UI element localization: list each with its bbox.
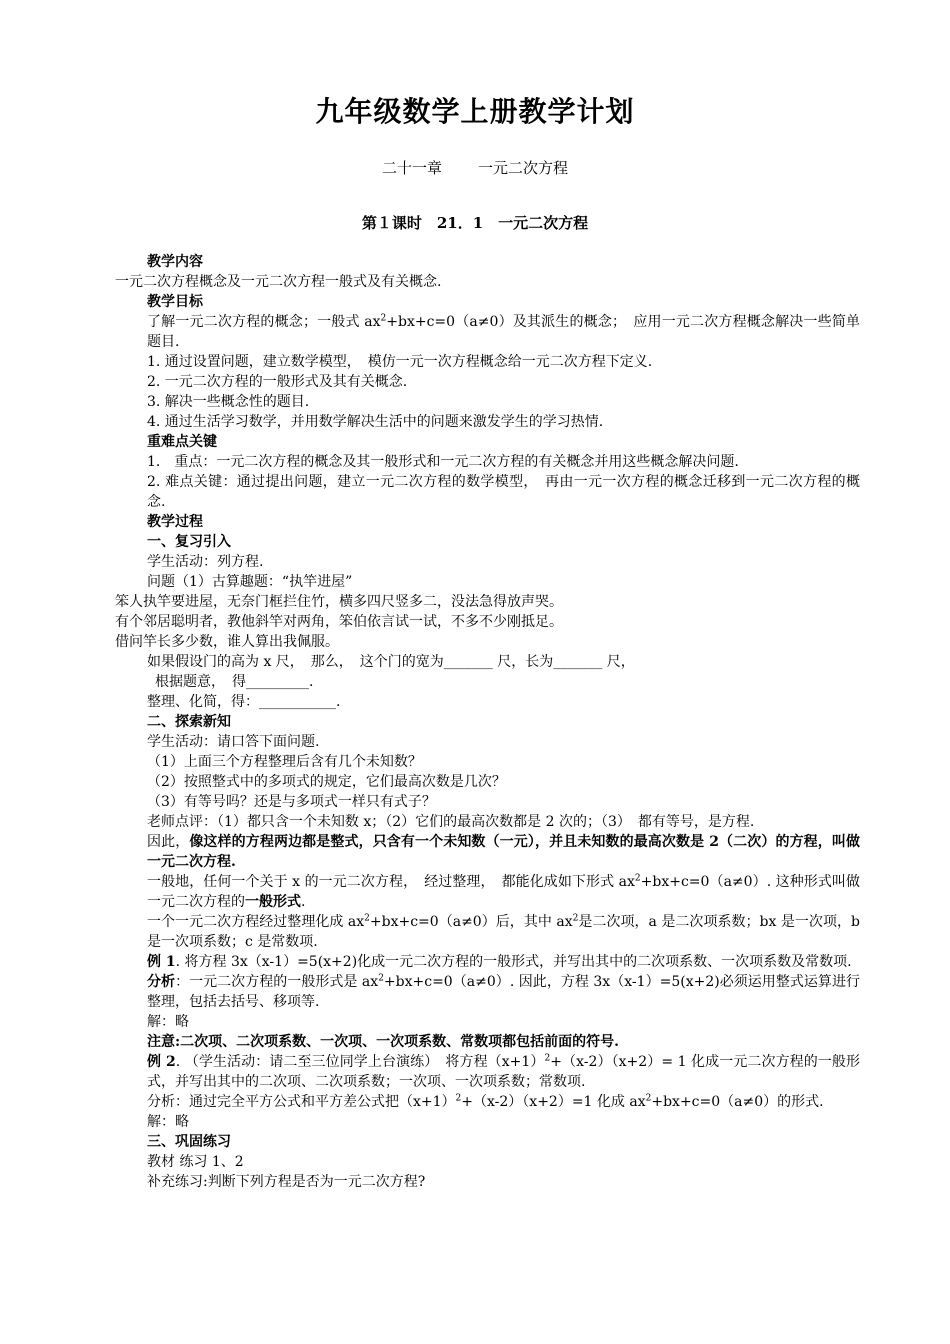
note: 注意:二次项、二次项系数、一次项、一次项系数、常数项都包括前面的符号.	[147, 1034, 620, 1050]
list-item: 1. 通过设置问题，建立数学模型， 模仿一元一次方程概念给一元二次方程下定义.	[147, 354, 653, 370]
list-item: （2）按照整式中的多项式的规定，它们最高次数是几次？	[147, 774, 506, 790]
solution-2: 解：略	[147, 1114, 189, 1130]
section-heading-key-points: 重难点关键	[147, 434, 217, 450]
subsection-heading-explore: 二、探索新知	[147, 714, 231, 730]
chapter-heading	[0, 157, 950, 178]
list-item: 3. 解决一些概念性的题目.	[147, 394, 310, 410]
document-body	[115, 252, 860, 1192]
paragraph: 根据题意， 得_________.	[155, 674, 314, 690]
example-2: 例 2. （学生活动：请二至三位同学上台演练） 将方程$(x+1)^2+(x-2)(x+2)= 1$ 化成一元二次方程的一般形式，并写出其中的二次项、二次项系数；一次项、一次项系数；常数项.	[147, 1053, 861, 1090]
definition-paragraph: 因此，像这样的方程两边都是整式，只含有一个未知数（一元），并且未知数的最高次数是 2（二次）的方程，叫做一元二次方程.	[147, 834, 860, 870]
paragraph: 学生活动：列方程.	[147, 554, 264, 570]
chapter-number: 二十一章	[381, 159, 442, 177]
list-item: 2. 一元二次方程的一般形式及其有关概念.	[147, 374, 408, 390]
paragraph: 教材 练习 1、2	[147, 1154, 244, 1170]
paragraph: 老师点评：（1）都只含一个未知数 x；（2）它们的最高次数都是 2 次的；（3） 都有等号，是方程.	[147, 814, 755, 830]
subsection-heading-review: 一、复习引入	[147, 534, 231, 550]
lesson-heading: 第１课时 21．1 一元二次方程	[361, 214, 589, 232]
paragraph: 一元二次方程概念及一元二次方程一般式及有关概念.	[115, 274, 442, 290]
solution-1: 解：略	[147, 1014, 189, 1030]
section-heading-goals: 教学目标	[147, 294, 203, 310]
poem-line: 借问竿长多少数，谁人算出我佩服。	[115, 634, 339, 650]
analysis-2: 分析：通过完全平方公式和平方差公式把$(x+1)^2+(x-2)(x+2)=1$ 化成 $ax^2+bx+c=0(a\ne 0)$的形式.	[147, 1093, 824, 1110]
paragraph: 如果假设门的高为 x 尺， 那么， 这个门的宽为_______ 尺，长为_______ 尺，	[147, 654, 635, 670]
list-item: （1）上面三个方程整理后含有几个未知数？	[147, 754, 422, 770]
chapter-name: 一元二次方程	[478, 159, 569, 177]
paragraph: 整理、化简，得：___________.	[147, 694, 341, 710]
list-item: 2. 难点关键：通过提出问题，建立一元二次方程的数学模型， 再由一元一次方程的概念迁移到一元二次方程的概念.	[147, 474, 860, 510]
document-title: 九年级数学上册教学计划	[315, 95, 635, 128]
paragraph: 学生活动：请口答下面问题.	[147, 734, 320, 750]
paragraph: 问题（1）古算趣题：“执竿进屋”	[147, 574, 353, 590]
list-item: （3）有等号吗？还是与多项式一样只有式子？	[147, 794, 436, 810]
section-heading-process: 教学过程	[147, 514, 203, 530]
list-item: 1. 重点：一元二次方程的概念及其一般形式和一元二次方程的有关概念并用这些概念解决问题.	[147, 454, 739, 470]
poem-line: 笨人执竿要进屋，无奈门框拦住竹，横多四尺竖多二，没法急得放声哭。	[115, 594, 563, 610]
list-item: 4. 通过生活学习数学，并用数学解决生活中的问题来激发学生的学习热情.	[147, 414, 604, 430]
section-heading-content: 教学内容	[147, 254, 203, 270]
subsection-heading-practice: 三、巩固练习	[147, 1134, 231, 1150]
paragraph: 了解一元二次方程的概念；一般式 $ax^2+bx+c=0(a\ne 0)$及其派生的概念； 应用一元二次方程概念解决一些简单题目.	[147, 313, 860, 350]
paragraph: 补充练习:判断下列方程是否为一元二次方程?	[147, 1174, 426, 1190]
paragraph: 一个一元二次方程经过整理化成 $ax^2+bx+c=0(a\ne 0)$后，其中 $ax^2$是二次项，a 是二次项系数；bx 是一次项，b 是一次项系数；c 是常数项.	[147, 913, 860, 950]
poem-line: 有个邻居聪明者，教他斜竿对两角，笨伯依言试一试，不多不少刚抵足。	[115, 614, 563, 630]
example-1: 例 1. 将方程 3x（x-1）=5(x+2)化成一元二次方程的一般形式，并写出其中的二次项系数、一次项系数及常数项.	[147, 954, 852, 970]
paragraph: 一般地，任何一个关于 x 的一元二次方程， 经过整理， 都能化成如下形式 $ax^2+bx+c=0(a\ne 0)$. 这种形式叫做一元二次方程的一般形式.	[147, 873, 860, 910]
analysis-1: 分析：一元二次方程的一般形式是 $ax^2+bx+c=0(a\ne 0)$. 因此，方程 3x（x-1）=5(x+2)必须运用整式运算进行整理，包括去括号、移项等.	[147, 973, 860, 1010]
